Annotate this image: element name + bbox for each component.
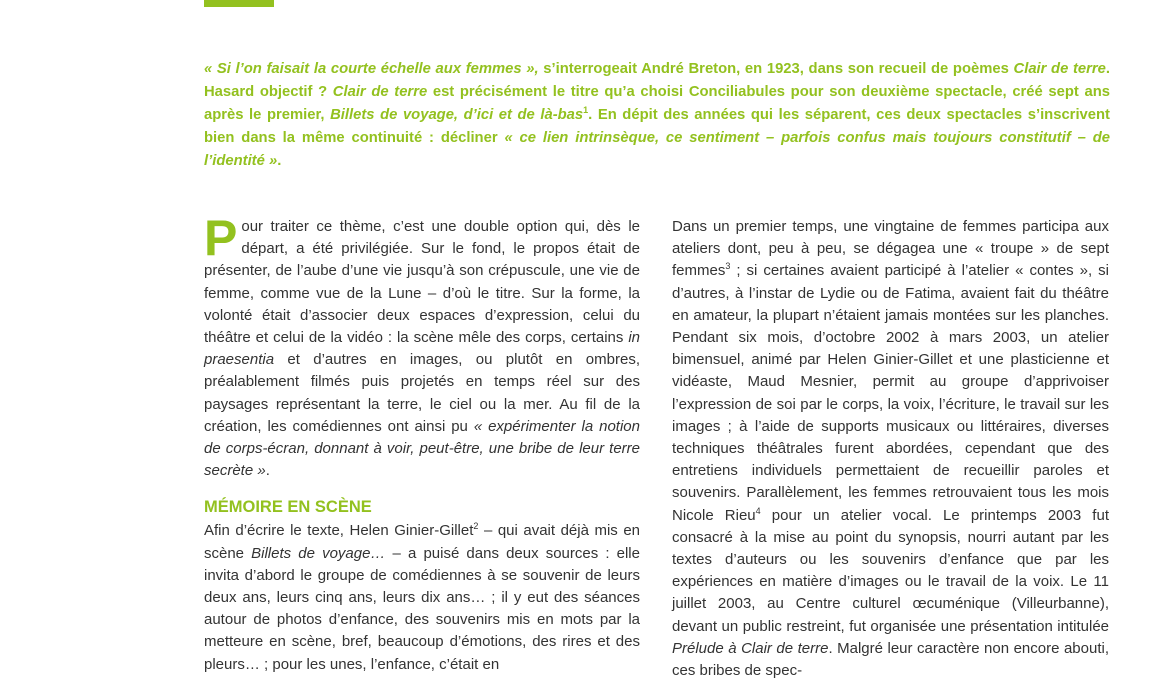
intro-quote-identity: « ce lien intrinsèque, ce sentiment – parfois confus mais toujours constitutif – de l’identité »	[204, 130, 1110, 169]
footnote-ref-1: 1	[583, 105, 589, 116]
left-column	[204, 210, 640, 676]
intro-paragraph: « Si l’on faisait la courte échelle aux femmes », s’interrogeait André Breton, en 1923, dans son recueil de poèmes Clair de terre. Hasard objectif ? Clair de terre est précisément le titre qu’a choisi Conciliabules pour son deuxième spectacle, créé sept ans après le premier, Billets de voyage, d’ici et de là-bas$^1$. En dépit des années qui les séparent, ces deux spectacles s’inscrivent bien dans la même continuité : décliner « ce lien intrinsèque, ce sentiment – parfois confus mais toujours constitutif – de l’identité ».	[204, 61, 1111, 169]
footnote-ref-3: 3	[725, 261, 731, 272]
body-paragraph: Dans un premier temps, une vingtaine de femmes participa aux ateliers dont, peu à peu, se dégagea une « troupe » de sept femmes$^3$ ; si certaines avaient participé à l’atelier « contes », si d’autres, à l’instar de Lydie ou de Fatima, avaient fait du théâtre en amateur, la plupart n’étaient jamais montées sur les planches. Pendant six mois, d’octobre 2002 à mars 2003, un atelier bimensuel, animé par Helen Ginier-Gillet et une plasticienne et vidéaste, Maud Mesnier, permit au groupe d’apprivoiser l’expression de soi par le corps, la voix, l’écriture, le travail sur les images ; à l’aide de supports musicaux ou littéraires, diverses techniques théâtrales furent abordées, cependant que des entretiens individuels permettaient de recueillir paroles et souvenirs. Parallèlement, les femmes retrouvaient tous les mois Nicole Rieu$^4$ pour un atelier vocal. Le printemps 2003 fut consacré à la mise au point du synopsis, nourri autant par les textes d’auteurs ou les souvenirs d’enfance que par les expériences en matière d’images ou le travail de la voix. Le 11 juillet 2003, au Centre culturel œcuménique (Villeurbanne), devant un public restreint, fut organisée une présentation intitulée Prélude à Clair de terre. Malgré leur caractère non encore abouti, ces bribes de spec-	[672, 218, 1109, 680]
footnote-ref-2: 2	[473, 521, 479, 532]
drop-cap: P	[204, 210, 238, 266]
body-paragraph: Pour traiter ce thème, c’est une double option qui, dès le départ, a été privilégiée. Sur le fond, le propos était de présenter, de l’aube d’une vie jusqu’à son crépuscule, une vie de femme, comme vue de la Lune – d’où le titre. Sur la forme, la volonté était d’associer deux espaces d’expression, celui du théâtre et celui de la vidéo : la scène mêle des corps, certains in praesentia et d’autres en images, ou plutôt en ombres, préalablement filmés puis projetés en temps réel sur des paysages représentant la terre, le ciel ou la mer. Au fil de la création, les comédiennes ont ainsi pu « expérimenter la notion de corps-écran, donnant à voir, peut-être, une bribe de leur terre secrète ».	[204, 210, 640, 480]
section-color-tab	[204, 0, 274, 7]
section-heading: MÉMOIRE EN SCÈNE	[204, 498, 372, 517]
footnote-ref-4: 4	[755, 505, 761, 516]
body-paragraph: Afin d’écrire le texte, Helen Ginier-Gillet$^2$ – qui avait déjà mis en scène Billets de voyage… – a puisé dans deux sources : elle invita d’abord le groupe de comédiennes à se souvenir de leurs deux ans, leurs cinq ans, leurs dix ans… ; il y eut des séances autour de photos d’enfance, des souvenirs mis en mots par la metteure en scène, bref, beaucoup d’émotions, des rires et des pleurs… ; pour les unes, l’enfance, c’était en	[204, 521, 640, 673]
intro-quote-breton: « Si l’on faisait la courte échelle aux femmes »,	[204, 61, 544, 77]
right-column	[672, 216, 1109, 682]
